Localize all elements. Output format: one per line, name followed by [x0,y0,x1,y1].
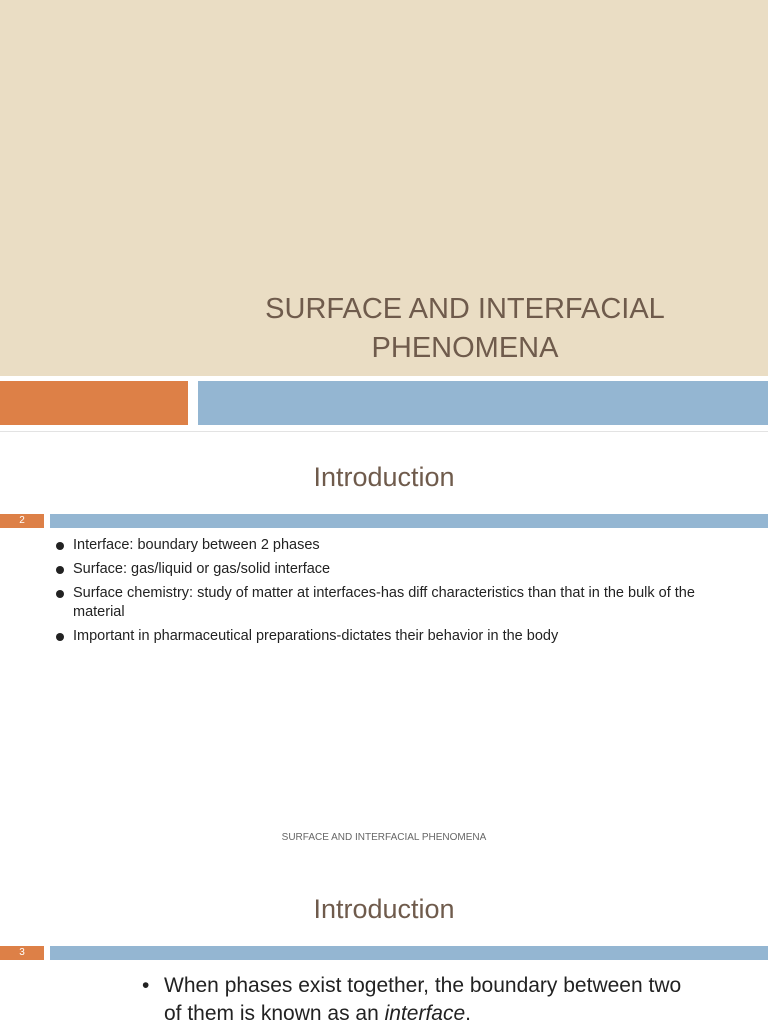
list-item [56,627,736,646]
slide-3-title: Introduction [313,894,455,924]
list-item [56,536,736,555]
bullet-text: Interface: boundary between 2 phases [73,537,320,553]
bullet-dot-icon: • [142,974,150,997]
bullet-text: Important in pharmaceutical preparations-dictates their behavior in the body [73,628,559,644]
accent-bar-blue [198,381,768,425]
list-item [56,560,736,579]
bullet-text [142,972,682,1024]
bullet-dot-icon [56,566,64,574]
slide-2-number: 2 [0,514,44,528]
bullet-dot-icon [56,633,64,641]
slide-2-title: Introduction [313,462,455,492]
list-item [56,584,736,622]
bullet-text-emphasis: interface [384,1002,466,1024]
bullet-dot-icon [56,542,64,550]
slide-3 [0,864,768,1024]
slide-2-footer: SURFACE AND INTERFACIAL PHENOMENA [281,832,487,843]
slide-2-bullet-list [56,536,736,651]
title-slide [0,0,768,432]
presentation-title-line2: PHENOMENA [371,332,559,364]
slide-2 [0,432,768,864]
accent-bar-orange [0,381,188,425]
bullet-text-end: . [465,1002,472,1024]
bullet-text: Surface chemistry: study of matter at interfaces-has diff characteristics than that in the bulk of the material [73,585,695,620]
presentation-title-line1: SURFACE AND INTERFACIAL [265,293,665,325]
presentation-title [200,290,730,368]
slide-3-number: 3 [0,946,44,960]
slide-3-bullet [142,972,682,1024]
bullet-text-start: When phases exist together, the boundary between two of them is known as an [164,974,682,1024]
slide-3-header-bar [50,946,768,960]
bullet-text: Surface: gas/liquid or gas/solid interface [73,561,331,577]
slide-2-header-bar [50,514,768,528]
bullet-dot-icon [56,590,64,598]
